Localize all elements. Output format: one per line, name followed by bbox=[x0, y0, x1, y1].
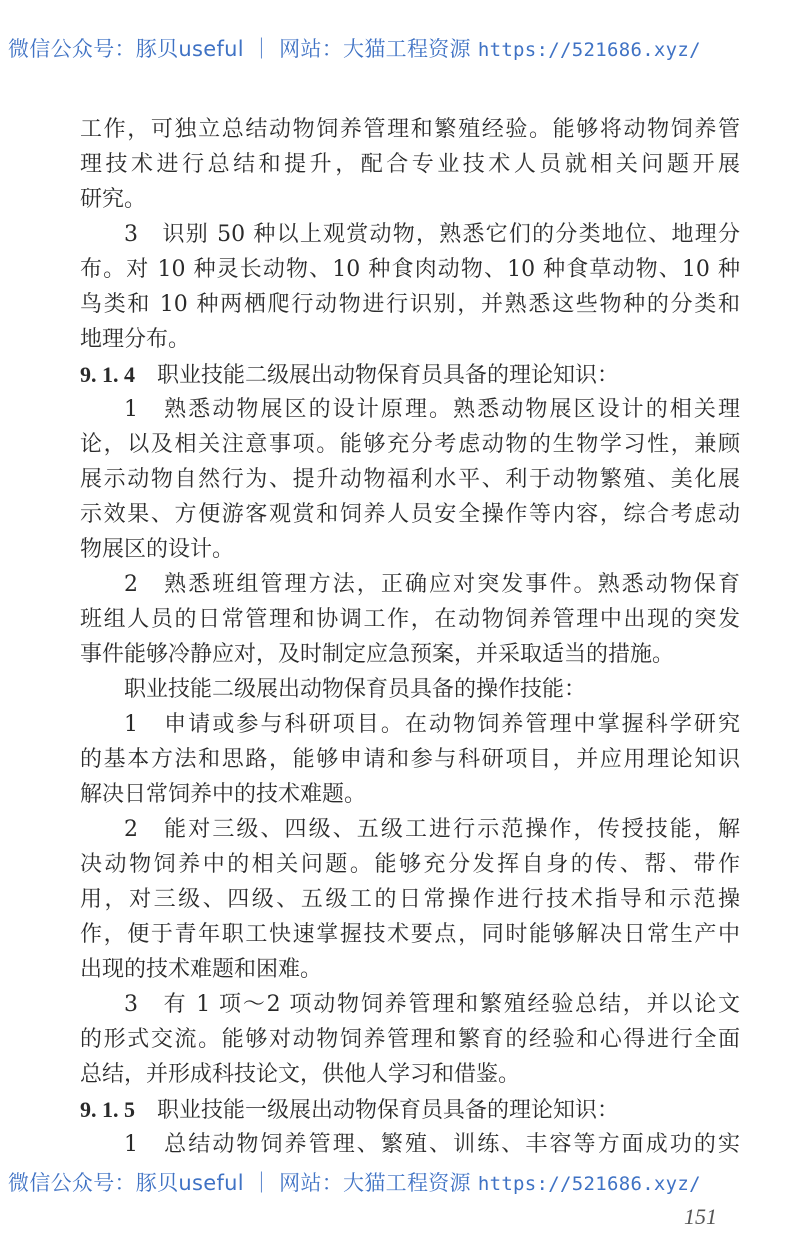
watermark-text: 微信公众号：豚贝useful ｜ 网站：大猫工程资源 bbox=[8, 37, 478, 61]
watermark-bottom bbox=[8, 1170, 798, 1197]
text-line: 的形式交流。能够对动物饲养管理和繁育的经验和心得进行全面 bbox=[80, 1027, 740, 1052]
section-number: 9. 1. 5 bbox=[80, 1097, 158, 1122]
section-heading-line: 9. 1. 4 职业技能二级展出动物保育员具备的理论知识： bbox=[80, 362, 620, 388]
text-line: 班组人员的日常管理和协调工作，在动物饲养管理中出现的突发 bbox=[80, 607, 740, 632]
text-line: 理技术进行总结和提升，配合专业技术人员就相关问题开展 bbox=[80, 152, 740, 177]
watermark-url: https://521686.xyz/ bbox=[477, 39, 701, 61]
text-line: 1 熟悉动物展区的设计原理。熟悉动物展区设计的相关理 bbox=[124, 397, 740, 422]
text-line: 1 总结动物饲养管理、繁殖、训练、丰容等方面成功的实 bbox=[124, 1132, 740, 1157]
text-line: 解决日常饲养中的技术难题。 bbox=[80, 782, 367, 807]
page-number: 151 bbox=[684, 1204, 717, 1229]
section-heading-line: 9. 1. 5 职业技能一级展出动物保育员具备的理论知识： bbox=[80, 1097, 620, 1123]
text-line: 决动物饲养中的相关问题。能够充分发挥自身的传、帮、带作 bbox=[80, 852, 740, 877]
text-line: 1 申请或参与科研项目。在动物饲养管理中掌握科学研究 bbox=[124, 712, 740, 737]
text-line: 的基本方法和思路，能够申请和参与科研项目，并应用理论知识 bbox=[80, 747, 740, 772]
text-line: 总结，并形成科技论文，供他人学习和借鉴。 bbox=[80, 1062, 521, 1087]
watermark-url: https://521686.xyz/ bbox=[477, 1173, 701, 1195]
document-body bbox=[80, 112, 740, 1162]
text-line: 物展区的设计。 bbox=[80, 537, 235, 562]
text-line: 用，对三级、四级、五级工的日常操作进行技术指导和示范操 bbox=[80, 887, 740, 912]
text-line: 作，便于青年职工快速掌握技术要点，同时能够解决日常生产中 bbox=[80, 922, 740, 947]
text-line: 3 识别 50 种以上观赏动物，熟悉它们的分类地位、地理分 bbox=[124, 222, 740, 247]
text-line: 2 熟悉班组管理方法，正确应对突发事件。熟悉动物保育 bbox=[124, 572, 740, 597]
text-line: 地理分布。 bbox=[80, 327, 191, 352]
watermark-text: 微信公众号：豚贝useful ｜ 网站：大猫工程资源 bbox=[8, 1171, 478, 1195]
text-line: 出现的技术难题和困难。 bbox=[80, 957, 323, 982]
watermark-top bbox=[8, 36, 798, 63]
text-line: 3 有 1 项～2 项动物饲养管理和繁殖经验总结，并以论文 bbox=[124, 992, 740, 1017]
text-line: 职业技能二级展出动物保育员具备的操作技能： bbox=[124, 677, 587, 702]
text-line: 工作，可独立总结动物饲养管理和繁殖经验。能够将动物饲养管 bbox=[80, 117, 740, 142]
text-line: 鸟类和 10 种两栖爬行动物进行识别，并熟悉这些物种的分类和 bbox=[80, 292, 740, 317]
text-line: 事件能够冷静应对，及时制定应急预案，并采取适当的措施。 bbox=[80, 642, 675, 667]
text-line: 展示动物自然行为、提升动物福利水平、利于动物繁殖、美化展 bbox=[80, 467, 740, 492]
text-line: 2 能对三级、四级、五级工进行示范操作，传授技能，解 bbox=[124, 817, 740, 842]
text-line: 研究。 bbox=[80, 187, 147, 212]
text-line: 论，以及相关注意事项。能够充分考虑动物的生物学习性，兼顾 bbox=[80, 432, 740, 457]
section-number: 9. 1. 4 bbox=[80, 362, 158, 387]
text-line: 示效果、方便游客观赏和饲养人员安全操作等内容，综合考虑动 bbox=[80, 502, 740, 527]
text-line: 布。对 10 种灵长动物、10 种食肉动物、10 种食草动物、10 种 bbox=[80, 257, 740, 282]
